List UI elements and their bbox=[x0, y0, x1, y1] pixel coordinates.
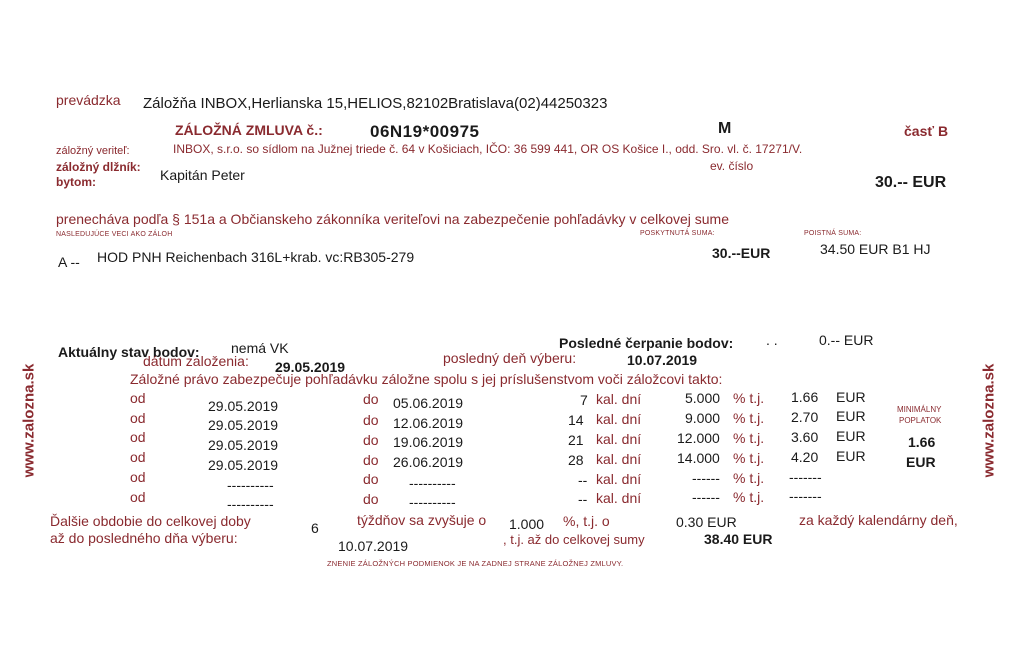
points-last-label: Posledné čerpanie bodov: bbox=[559, 335, 734, 351]
transfer-text: prenecháva podľa § 151a a Občianskeho zákonníka veriteľovi na zabezpečenie pohľadávky v celkovej sume bbox=[56, 211, 730, 227]
days-count: 28 bbox=[568, 452, 584, 468]
m-letter: M bbox=[718, 120, 732, 137]
to-date: 05.06.2019 bbox=[393, 395, 464, 411]
points-current-label: Aktuálny stav bodov: bbox=[58, 344, 200, 360]
pct-label: % t.j. bbox=[733, 489, 765, 505]
from-label: od bbox=[130, 449, 146, 465]
days-count: -- bbox=[578, 491, 588, 507]
debtor-name: Kapitán Peter bbox=[160, 167, 245, 183]
fee-value: 4.20 bbox=[791, 449, 819, 465]
days-label: kal. dní bbox=[596, 411, 642, 427]
pct-label: % t.j. bbox=[733, 430, 765, 446]
insured-col-label: POISTNÁ SUMA: bbox=[804, 230, 862, 237]
fee-value: ------- bbox=[789, 469, 822, 485]
contract-label: ZÁLOŽNÁ ZMLUVA č.: bbox=[175, 122, 323, 138]
to-label: do bbox=[363, 432, 379, 448]
from-date: 29.05.2019 bbox=[208, 417, 279, 433]
from-date: 29.05.2019 bbox=[208, 398, 279, 414]
fee-value: ------- bbox=[789, 488, 822, 504]
to-date: ---------- bbox=[409, 475, 456, 491]
min-fee-label-2: POPLATOK bbox=[899, 416, 942, 425]
to-label: do bbox=[363, 452, 379, 468]
from-date: ---------- bbox=[227, 477, 274, 493]
fee-eur: EUR bbox=[836, 408, 866, 424]
from-label: od bbox=[130, 469, 146, 485]
last-day-label: posledný deň výberu: bbox=[443, 350, 577, 366]
further-total-amount: 38.40 EUR bbox=[704, 531, 773, 547]
prevadzka-label: prevádzka bbox=[56, 92, 121, 108]
points-last-value: 0.-- EUR bbox=[819, 332, 874, 348]
further-weeks: 6 bbox=[311, 520, 319, 536]
further-weeks-label: týždňov sa zvyšuje o bbox=[357, 512, 487, 528]
pct-value: 5.000 bbox=[685, 390, 721, 406]
fee-value: 2.70 bbox=[791, 409, 819, 425]
from-label: od bbox=[130, 489, 146, 505]
total-amount: 30.-- EUR bbox=[875, 174, 947, 191]
days-count: -- bbox=[578, 472, 588, 488]
to-date: ---------- bbox=[409, 494, 456, 510]
pct-label: % t.j. bbox=[733, 450, 765, 466]
from-date: ---------- bbox=[227, 496, 274, 512]
to-label: do bbox=[363, 471, 379, 487]
pct-value: ------ bbox=[692, 489, 720, 505]
pct-value: ------ bbox=[692, 470, 720, 486]
provided-amount: 30.--EUR bbox=[712, 245, 771, 261]
min-fee-currency: EUR bbox=[906, 454, 936, 470]
days-label: kal. dní bbox=[596, 471, 642, 487]
items-col-label: NASLEDUJÚCE VECI AKO ZÁLOH bbox=[56, 231, 173, 238]
ev-label: ev. číslo bbox=[710, 159, 754, 173]
creditor-value: INBOX, s.r.o. so sídlom na Južnej triede č. 64 v Košiciach, IČO: 36 599 441, OR OS Košice I., odd. Sro. vl. č. 17271/V. bbox=[173, 142, 803, 156]
days-label: kal. dní bbox=[596, 431, 642, 447]
further-per-day-label: za každý kalendárny deň, bbox=[799, 512, 958, 528]
to-date: 19.06.2019 bbox=[393, 434, 464, 450]
to-label: do bbox=[363, 491, 379, 507]
days-label: kal. dní bbox=[596, 451, 642, 467]
pct-value: 12.000 bbox=[677, 430, 720, 446]
points-last-dots: . . bbox=[766, 332, 778, 348]
min-fee-label-1: MINIMÁLNY bbox=[897, 405, 942, 414]
item-letter: A -- bbox=[58, 254, 80, 270]
points-current-value: nemá VK bbox=[231, 340, 289, 356]
fee-value: 1.66 bbox=[791, 389, 819, 405]
to-label: do bbox=[363, 391, 379, 407]
residence-label: bytom: bbox=[56, 175, 96, 189]
pct-label: % t.j. bbox=[733, 470, 765, 486]
from-date: 29.05.2019 bbox=[208, 437, 279, 453]
further-pct-label: %, t.j. o bbox=[563, 513, 610, 529]
days-count: 21 bbox=[568, 432, 584, 448]
fee-value: 3.60 bbox=[791, 429, 819, 445]
further-per-day-amount: 0.30 EUR bbox=[676, 514, 737, 530]
from-label: od bbox=[130, 410, 146, 426]
to-date: 26.06.2019 bbox=[393, 454, 464, 470]
further-total-label: , t.j. až do celkovej sumy bbox=[503, 532, 645, 547]
from-label: od bbox=[130, 390, 146, 406]
to-date: 12.06.2019 bbox=[393, 415, 464, 431]
footer-note: ZNENIE ZÁLOŽNÝCH PODMIENOK JE NA ZADNEJ STRANE ZÁLOŽNEJ ZMLUVY. bbox=[327, 559, 624, 568]
pct-value: 9.000 bbox=[685, 410, 721, 426]
part-label: časť B bbox=[904, 123, 949, 139]
fee-eur: EUR bbox=[836, 448, 866, 464]
pledge-date-label: dátum založenia: bbox=[143, 353, 249, 369]
side-url-left: www.zalozna.sk bbox=[20, 363, 38, 478]
last-day: 10.07.2019 bbox=[627, 352, 698, 368]
item-description: HOD PNH Reichenbach 316L+krab. vc:RB305-279 bbox=[97, 249, 415, 265]
min-fee-value: 1.66 bbox=[908, 434, 936, 450]
contract-number: 06N19*00975 bbox=[370, 122, 480, 141]
creditor-label: záložný veriteľ: bbox=[56, 145, 130, 157]
pledge-intro: Záložné právo zabezpečuje pohľadávku záložne spolu s jej príslušenstvom voči záložcovi takto: bbox=[130, 371, 723, 387]
provided-col-label: POSKYTNUTÁ SUMA: bbox=[640, 230, 715, 237]
further-end-date: 10.07.2019 bbox=[338, 538, 409, 554]
days-count: 14 bbox=[568, 412, 584, 428]
further-pct: 1.000 bbox=[509, 516, 545, 532]
debtor-label: záložný dlžník: bbox=[56, 160, 141, 174]
side-url-right: www.zalozna.sk bbox=[980, 363, 998, 478]
from-date: 29.05.2019 bbox=[208, 457, 279, 473]
pct-value: 14.000 bbox=[677, 450, 720, 466]
days-label: kal. dní bbox=[596, 391, 642, 407]
days-count: 7 bbox=[580, 392, 588, 408]
pct-label: % t.j. bbox=[733, 390, 765, 406]
fee-eur: EUR bbox=[836, 389, 866, 405]
days-label: kal. dní bbox=[596, 490, 642, 506]
prevadzka-value: Záložňa INBOX,Herlianska 15,HELIOS,82102Bratislava(02)44250323 bbox=[143, 95, 608, 112]
fee-eur: EUR bbox=[836, 428, 866, 444]
further-line1-label: Ďalšie obdobie do celkovej doby bbox=[50, 513, 251, 529]
insured-amount: 34.50 EUR B1 HJ bbox=[820, 241, 931, 257]
pct-label: % t.j. bbox=[733, 410, 765, 426]
from-label: od bbox=[130, 429, 146, 445]
pledge-date: 29.05.2019 bbox=[275, 359, 346, 375]
further-line2-label: až do posledného dňa výberu: bbox=[50, 530, 238, 546]
to-label: do bbox=[363, 412, 379, 428]
